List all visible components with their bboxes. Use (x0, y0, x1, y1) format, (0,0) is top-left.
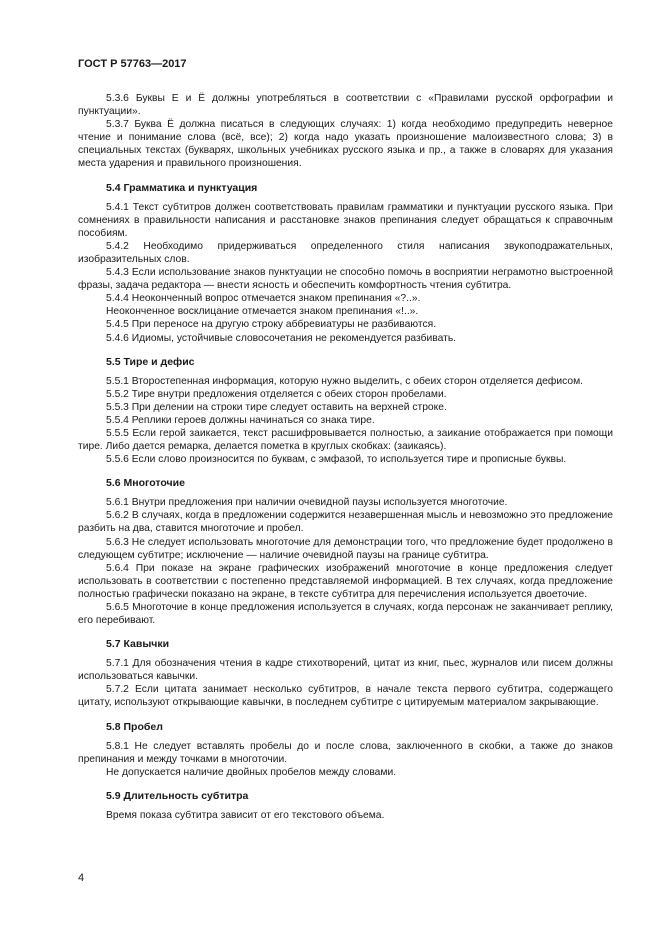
page-number: 4 (78, 872, 85, 884)
paragraph-5-9: Время показа субтитра зависит от его текстового объема. (106, 809, 385, 821)
paragraph-5-5-6: 5.5.6 Если слово произносится по буквам, с эмфазой, то используется тире и прописные буквы. (106, 454, 567, 466)
section-5-6-heading: 5.6 Многоточие (106, 477, 185, 490)
paragraph-5-6-3: 5.6.3 Не следует использовать многоточие для демонстрации того, что предложение будет продолжено в следующем субтитре; исключение — наличие очевидной паузы на границе субтитра. (78, 536, 613, 561)
paragraph-5-6-5: 5.6.5 Многоточие в конце предложения используется в случаях, когда персонаж не заканчивает реплику, его перебивают. (78, 602, 613, 627)
section-5-5-heading: 5.5 Тире и дефис (106, 355, 195, 368)
paragraph-5-4-6: 5.4.6 Идиомы, устойчивые словосочетания не рекомендуется разбивать. (106, 332, 457, 344)
paragraph-5-7-2: 5.7.2 Если цитата занимает несколько субтитров, в начале текста первого субтитра, содержащего цитату, используют открывающие кавычки, в последнем субтитре с цитируемым материалом закрывающие. (78, 684, 613, 709)
paragraph-5-7-1: 5.7.1 Для обозначения чтения в кадре стихотворений, цитат из книг, пьес, журналов или писем должны использоваться кавычки. (78, 658, 613, 683)
paragraph-5-6-1: 5.6.1 Внутри предложения при наличии очевидной паузы используется многоточие. (106, 497, 508, 509)
paragraph-5-5-4: 5.5.4 Реплики героев должны начинаться со знака тире. (106, 414, 375, 426)
paragraph-5-4-4-b: Неоконченное восклицание отмечается знаком препинания «!..». (106, 306, 419, 318)
section-5-7-heading: 5.7 Кавычки (106, 638, 170, 651)
paragraph-5-5-1: 5.5.1 Второстепенная информация, которую нужно выделить, с обеих сторон отделяется дефисом. (106, 375, 584, 387)
paragraph-5-3-7: 5.3.7 Буква Ё должна писаться в следующих случаях: 1) когда необходимо предупредить неверное чтение и понимание слова (всё, все); 2) когда надо указать произношение малоизвестного слова; 3) в специальных текстах (букварях, школьных учебниках русского языка и пр., а также в словарях для указания места ударения и правильного произношения. (78, 119, 613, 170)
section-5-9-heading: 5.9 Длительность субтитра (106, 789, 249, 802)
paragraph-5-5-3: 5.5.3 При делении на строки тире следует оставить на верхней строке. (106, 401, 447, 413)
standard-header: ГОСТ Р 57763—2017 (78, 58, 187, 70)
paragraph-5-4-3: 5.4.3 Если использование знаков пунктуации не способно помочь в восприятии неграмотно выстроенной фразы, задача редактора — внести ясность и обеспечить комфортность чтения субтитра. (78, 267, 613, 292)
section-5-8-heading: 5.8 Пробел (106, 720, 163, 733)
paragraph-5-6-4: 5.6.4 При показе на экране графических изображений многоточие в конце предложения следует использовать в соответствии с постепенно представляемой информацией. В тех случаях, когда предложение полностью графически показано на экране, в тексте субтитра для перечисления используется двоеточие. (78, 562, 613, 600)
paragraph-5-4-2: 5.4.2 Необходимо придерживаться определенного стиля написания звукоподражательных, изобразительных слов. (78, 240, 613, 265)
paragraph-5-5-2: 5.5.2 Тире внутри предложения отделяется с обеих сторон пробелами. (106, 388, 447, 400)
paragraph-5-6-2: 5.6.2 В случаях, когда в предложении содержится незавершенная мысль и невозможно это предложение разбить на два, ставится многоточие и пробел. (78, 510, 613, 535)
document-body (78, 92, 613, 822)
paragraph-5-4-4: 5.4.4 Неоконченный вопрос отмечается знаком препинания «?..». (106, 293, 421, 305)
paragraph-5-4-1: 5.4.1 Текст субтитров должен соответствовать правилам грамматики и пунктуации русского языка. При сомнениях в правильности написания и расстановке знаков препинания следует обращаться к справочным пособиям. (78, 201, 613, 239)
paragraph-5-5-5: 5.5.5 Если герой заикается, текст расшифровывается полностью, а заикание отображается при помощи тире. Либо дается ремарка, делается пометка в круглых скобках: (заикаясь). (78, 427, 613, 453)
paragraph-5-8-1-b: Не допускается наличие двойных пробелов между словами. (106, 766, 397, 778)
paragraph-5-3-6: 5.3.6 Буквы Е и Ё должны употребляться в соответствии с «Правилами русской орфографии и пунктуации». (78, 93, 613, 118)
paragraph-5-4-5: 5.4.5 При переносе на другую строку аббревиатуры не разбиваются. (106, 319, 437, 331)
section-5-4-heading: 5.4 Грамматика и пунктуация (106, 181, 258, 194)
paragraph-5-8-1: 5.8.1 Не следует вставлять пробелы до и после слова, заключенного в скобки, а также до знаков препинания и между точками в многоточии. (78, 740, 613, 765)
